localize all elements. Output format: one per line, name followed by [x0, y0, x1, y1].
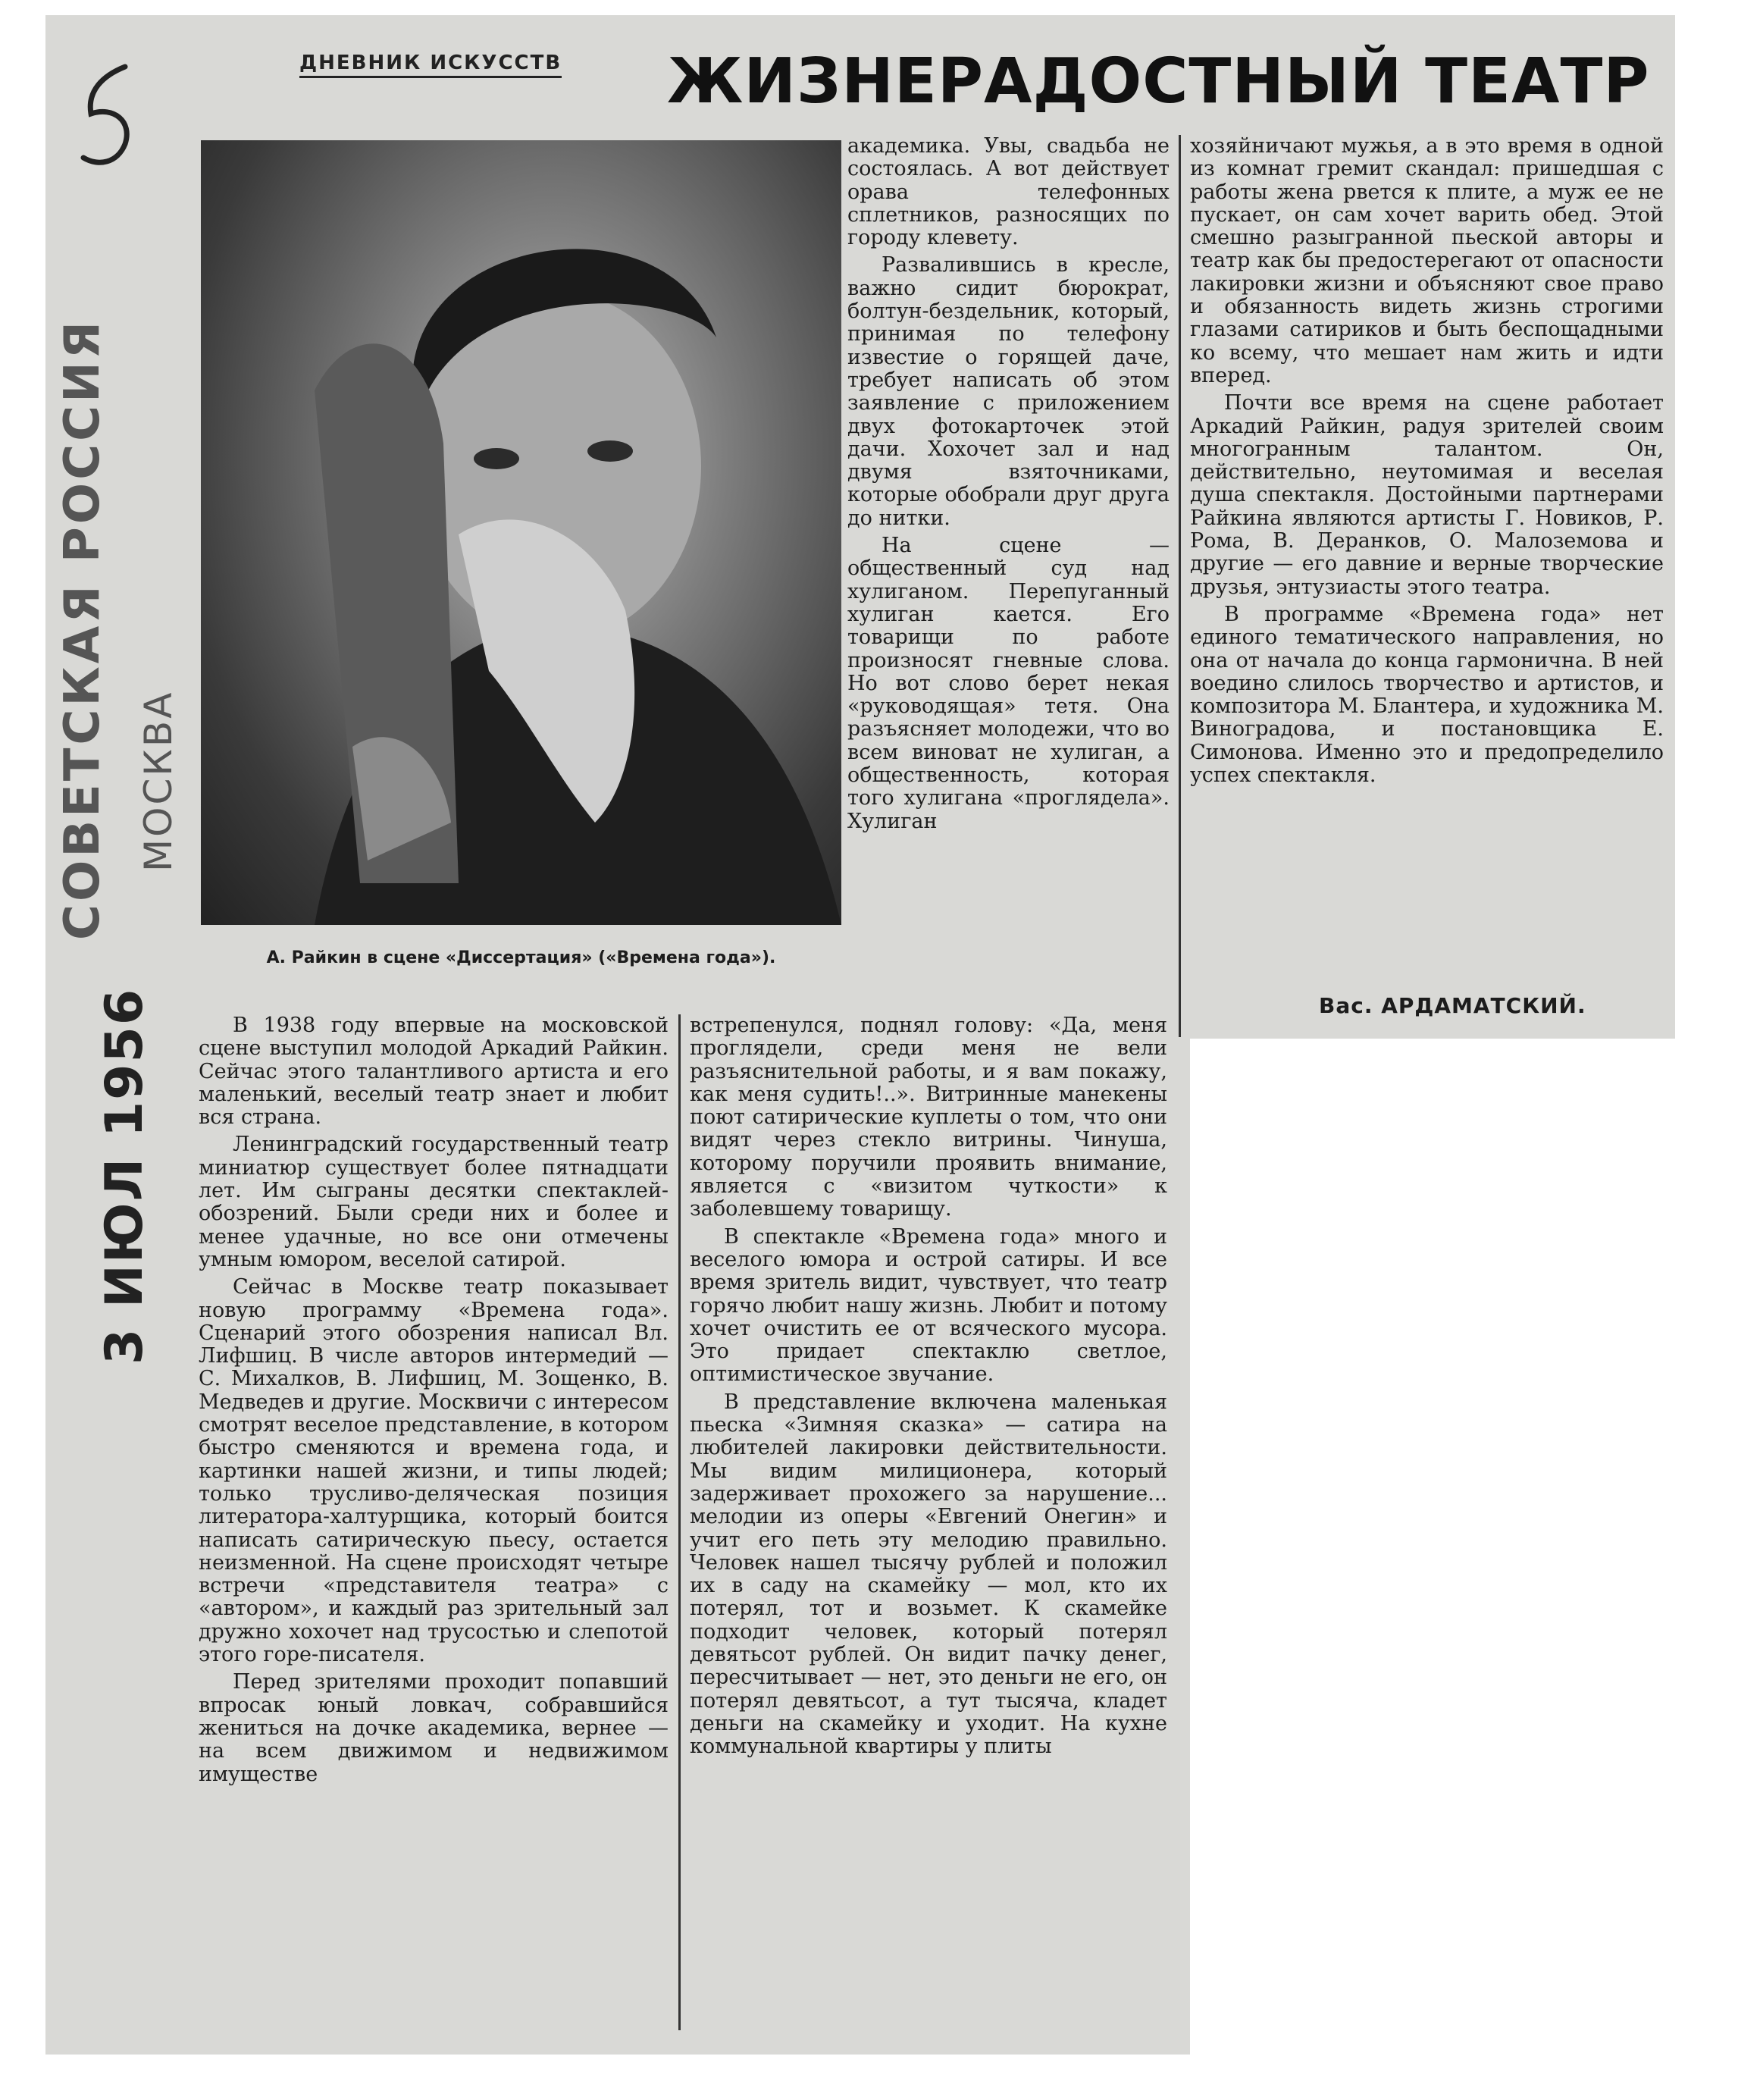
paragraph: Ленинградский государственный театр миниатюр существует более пятнадцати лет. Им сыграны десятки спектаклей-обозрений. Были среди них и более и менее удачные, но все они отмечены умным юмором, веселой сатирой. [199, 1133, 669, 1271]
paragraph: В 1938 году впервые на московской сцене выступил молодой Аркадий Райкин. Сейчас этого талантливого артиста и его маленький, веселый театр знает и любит вся страна. [199, 1014, 669, 1130]
paragraph: В представление включена маленькая пьеска «Зимняя сказка» — сатира на любителей лакировки действительности. Мы видим милиционера, который задерживает прохожего за нарушение... мелодии из оперы «Евгений Онегин» и учит его петь эту мелодию правильно. Человек нашел тысячу рублей и положил их в саду на скамейку — мол, кто их потерял, тот и возьмет. К скамейке подходит человек, который потерял девятьсот рублей. Он видит пачку денег, пересчитывает — нет, это деньги не его, он потерял девятьсот, а тут тысяча, кладет деньги на скамейку и уходит. На кухне коммунальной квартиры у плиты [690, 1390, 1167, 1759]
column-divider [1179, 135, 1181, 1037]
rubric-label: ДНЕВНИК ИСКУССТВ [299, 52, 562, 78]
article-column-2-top [847, 135, 1170, 838]
paragraph: встрепенулся, поднял голову: «Да, меня проглядели, среди меня не вели разъяснительной работы, и я вам покажу, как меня судить!..». Витринные манекены поют сатирические куплеты о том, что они видят через стекло витрины. Чинуша, которому поручили проявить внимание, является с «визитом чуткости» к заболевшему товарищу. [690, 1014, 1167, 1221]
article-column-2-bottom [690, 1014, 1167, 1763]
paragraph: академика. Увы, свадьба не состоялась. А вот действует орава телефонных сплетников, разносящих по городу клевету. [847, 134, 1170, 250]
newspaper-stamp: СОВЕТСКАЯ РОССИЯ [55, 318, 111, 940]
paragraph: На сцене — общественный суд над хулиганом. Перепуганный хулиган кается. Его товарищи по работе произносят гневные слова. Но вот слово берет некая «руководящая» тетя. Она разъясняет молодежи, что во всем виноват не хулиган, а общественность, которая того хулигана «проглядела». Хулиган [847, 534, 1170, 833]
article-headline: ЖИЗНЕРАДОСТНЫЙ ТЕАТР [667, 45, 1650, 118]
article-column-3 [1190, 135, 1664, 791]
paragraph: Сейчас в Москве театр показывает новую программу «Времена года». Сценарий этого обозрения написал Вл. Лифшиц. В числе авторов интермедий — С. Михалков, В. Лифшиц, М. Зощенко, В. Медведев и другие. Москвичи с интересом смотрят веселое представление, в котором быстро сменяются и времена года, и картинки нашей жизни, и типы людей; только трусливо-делячеcкая позиция литератора-халтурщика, который боится написать сатирическую пьесу, остается неизменной. На сцене происходят четыре встречи «представителя театра» с «автором», и каждый раз зрительный зал дружно хохочет над трусостью и слепотой этого горе-писателя. [199, 1275, 669, 1667]
paragraph: В спектакле «Времена года» много и веселого юмора и острой сатиры. И все время зритель видит, чувствует, что театр горячо любит нашу жизнь. Любит и потому хочет очистить ее от всяческого мусора. Это придает спектаклю светлое, оптимистическое звучание. [690, 1224, 1167, 1387]
date-stamp: 3 ИЮЛ 1956 [95, 987, 155, 1365]
article-column-1 [199, 1014, 669, 1791]
paragraph: Перед зрителями проходит попавший впросак юный ловкач, собравшийся жениться на дочке академика, вернее — на всем движимом и недвижимом имуществе [199, 1670, 669, 1786]
paragraph: В программе «Времена года» нет единого тематического направления, но она от начала до конца гармонична. В ней воедино слилось творчество и артистов, и композитора М. Блантера, и художника М. Виноградова, и постановщика Е. Симонова. Именно это и предопределило успех спектакля. [1190, 602, 1664, 788]
column-divider [678, 1014, 681, 2030]
paragraph: Почти все время на сцене работает Аркадий Райкин, радуя зрителей своим многогранным талантом. Он, действительно, неутомимая и веселая душа спектакля. Достойными партнерами Райкина являются артисты Г. Новиков, Р. Рома, В. Деранков, О. Малоземова и другие — его давние и верные творческие друзья, энтузиасты этого театра. [1190, 391, 1664, 599]
photo-caption: А. Райкин в сцене «Диссертация» («Времена года»). [266, 948, 776, 967]
handwritten-number [72, 61, 140, 174]
paragraph: Развалившись в кресле, важно сидит бюрократ, болтун-бездельник, который, принимая по телефону известие о горящей даче, требует написать об этом заявление с приложением двух фотокарточек этой дачи. Хохочет зал и над двумя взяточниками, которые обобрали друг друга до нитки. [847, 253, 1170, 530]
clipping-cut-area [1190, 1039, 1721, 2100]
city-stamp: МОСКВА [136, 690, 180, 872]
paragraph: хозяйничают мужья, а в это время в одной из комнат гремит скандал: пришедшая с работы жена рвется к плите, а муж ее не пускает, он сам хочет варить обед. Этой смешно разыгранной пьеской авторы и театр как бы предостерегают от опасности лакировки жизни и объясняют свое право и обязанность видеть жизнь строгими глазами сатириков и быть беспощадными ко всему, что мешает нам жить и идти вперед. [1190, 134, 1664, 387]
portrait-photo [201, 140, 841, 925]
author-signature: Вас. АРДАМАТСКИЙ. [1319, 993, 1586, 1018]
